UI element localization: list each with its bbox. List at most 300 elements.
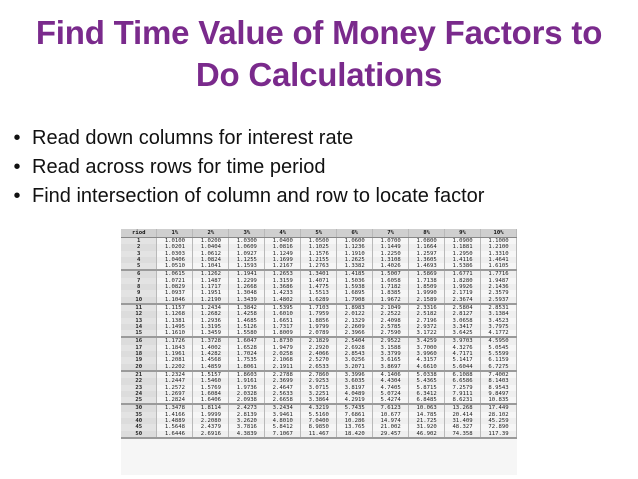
factor-cell: 2.1436 [481, 284, 517, 290]
factor-cell: 5.6044 [445, 364, 481, 371]
factor-cell: 1.8983 [337, 304, 373, 311]
factor-cell: 1.1726 [157, 337, 193, 344]
factor-cell: 1.1881 [445, 244, 481, 250]
factor-cell: 4.7171 [445, 351, 481, 357]
factor-cell: 1.1236 [337, 244, 373, 250]
factor-cell: 4.3219 [301, 404, 337, 411]
period-cell: 10 [121, 297, 157, 304]
factor-cell: 1.3382 [337, 263, 373, 270]
factor-cell: 1.0829 [157, 284, 193, 290]
factor-cell: 3.4259 [409, 337, 445, 344]
factor-cell: 7.9111 [445, 391, 481, 397]
factor-cell: 1.1268 [157, 311, 193, 317]
factor-cell: 1.4116 [445, 257, 481, 263]
factor-cell: 2.8531 [481, 304, 517, 311]
rate-column-header: 3% [229, 229, 265, 238]
factor-cell: 18.420 [337, 431, 373, 438]
factor-cell: 3.9960 [409, 351, 445, 357]
bullet-text: Find intersection of column and row to locate factor [32, 185, 485, 207]
factor-cell: 1.0937 [157, 290, 193, 296]
factor-cell: 5.0724 [373, 391, 409, 397]
period-cell: 3 [121, 251, 157, 257]
factor-cell: 1.1249 [265, 251, 301, 257]
factor-cell: 1.6010 [265, 311, 301, 317]
factor-cell: 1.2697 [157, 391, 193, 397]
factor-cell: 5.5160 [301, 412, 337, 418]
table-row [121, 318, 517, 324]
period-cell: 22 [121, 378, 157, 384]
factor-cell: 1.1717 [193, 284, 229, 290]
factor-cell: 2.1329 [337, 318, 373, 324]
factor-cell: 4.2919 [337, 397, 373, 404]
rate-column-header: 2% [193, 229, 229, 238]
factor-cell: 8.1403 [481, 378, 517, 384]
factor-cell: 3.7000 [409, 345, 445, 351]
factor-cell: 1.2155 [301, 257, 337, 263]
factor-cell: 1.5386 [445, 263, 481, 270]
factor-cell: 11.467 [301, 431, 337, 438]
factor-cell: 1.4568 [193, 357, 229, 363]
factor-cell: 1.7959 [301, 311, 337, 317]
factor-cell: 1.8603 [229, 371, 265, 378]
period-cell: 14 [121, 324, 157, 330]
factor-cell: 117.39 [481, 431, 517, 438]
factor-cell: 1.0800 [409, 238, 445, 245]
factor-cell: 1.2763 [301, 263, 337, 270]
bullet-glyph: • [13, 127, 21, 149]
factor-cell: 6.1088 [445, 371, 481, 378]
factor-cell: 2.2788 [265, 371, 301, 378]
factor-cell: 1.5007 [373, 270, 409, 277]
factor-cell: 1.2950 [445, 251, 481, 257]
factor-cell: 3.3996 [337, 371, 373, 378]
factor-cell: 1.1449 [373, 244, 409, 250]
factor-cell: 1.8280 [445, 278, 481, 284]
factor-cell: 2.9253 [301, 378, 337, 384]
factor-cell: 1.5036 [337, 278, 373, 284]
factor-cell: 1.9999 [193, 412, 229, 418]
rate-column-header: 8% [409, 229, 445, 238]
factor-cell: 4.8010 [265, 418, 301, 424]
factor-cell: 9.8497 [481, 391, 517, 397]
table-row [121, 304, 517, 311]
period-cell: 40 [121, 418, 157, 424]
factor-cell: 3.8697 [373, 364, 409, 371]
period-cell: 5 [121, 263, 157, 270]
factor-cell: 1.6771 [445, 270, 481, 277]
factor-cell: 1.2250 [373, 251, 409, 257]
factor-cell: 2.3579 [481, 290, 517, 296]
factor-cell: 74.358 [445, 431, 481, 438]
factor-cell: 1.1951 [193, 290, 229, 296]
factor-cell: 2.2609 [337, 324, 373, 330]
factor-cell: 1.2324 [157, 371, 193, 378]
period-cell: 45 [121, 424, 157, 430]
factor-cell: 1.1593 [229, 263, 265, 270]
factor-cell: 13.765 [337, 424, 373, 430]
factor-cell: 14.974 [373, 418, 409, 424]
factor-cell: 3.1588 [373, 345, 409, 351]
factor-cell: 2.1068 [265, 357, 301, 363]
period-cell: 18 [121, 351, 157, 357]
factor-cell: 5.4365 [409, 378, 445, 384]
factor-cell: 3.2620 [229, 418, 265, 424]
factor-cell: 48.327 [445, 424, 481, 430]
period-cell: 23 [121, 385, 157, 391]
factor-cell: 5.8412 [265, 424, 301, 430]
factor-cell: 1.5938 [337, 284, 373, 290]
factor-cell: 46.902 [409, 431, 445, 438]
factor-cell: 1.1664 [409, 244, 445, 250]
table-row [121, 311, 517, 317]
factor-cell: 21.725 [409, 418, 445, 424]
factor-cell: 3.9461 [265, 412, 301, 418]
factor-cell: 3.8197 [337, 385, 373, 391]
table-row [121, 270, 517, 277]
factor-cell: 3.2071 [337, 364, 373, 371]
factor-cell: 6.7275 [481, 364, 517, 371]
factor-cell: 72.890 [481, 424, 517, 430]
factor-table-header [121, 229, 517, 238]
slide-title-line-1: Find Time Value of Money Factors to [35, 14, 603, 51]
factor-cell: 1.4641 [481, 257, 517, 263]
factor-cell: 1.2434 [193, 304, 229, 311]
factor-cell: 2.6928 [337, 345, 373, 351]
factor-cell: 2.5937 [481, 297, 517, 304]
factor-cell: 1.0100 [157, 238, 193, 245]
factor-cell: 7.2579 [445, 385, 481, 391]
factor-cell: 7.6123 [373, 404, 409, 411]
bullet-text: Read down columns for interest rate [32, 127, 354, 149]
factor-cell: 3.0715 [301, 385, 337, 391]
period-cell: 7 [121, 278, 157, 284]
factor-cell: 1.9487 [481, 278, 517, 284]
rate-column-header: 5% [301, 229, 337, 238]
table-row [121, 357, 517, 363]
factor-cell: 20.414 [445, 412, 481, 418]
factor-cell: 1.0510 [157, 263, 193, 270]
factor-cell: 28.102 [481, 412, 517, 418]
factor-cell: 5.8715 [409, 385, 445, 391]
factor-cell: 1.6289 [301, 297, 337, 304]
factor-cell: 13.268 [445, 404, 481, 411]
factor-cell: 1.2625 [337, 257, 373, 263]
factor-cell: 1.0615 [157, 270, 193, 277]
factor-cell: 1.2653 [265, 270, 301, 277]
factor-cell: 2.1049 [373, 304, 409, 311]
factor-cell: 2.1719 [445, 290, 481, 296]
period-cell: 15 [121, 330, 157, 337]
factor-cell: 5.5599 [481, 351, 517, 357]
factor-table-body [121, 238, 517, 438]
factor-cell: 2.7860 [301, 371, 337, 378]
factor-cell: 3.6425 [445, 330, 481, 337]
factor-cell: 1.1495 [157, 324, 193, 330]
factor-cell: 2.3674 [445, 297, 481, 304]
factor-cell: 1.8385 [373, 290, 409, 296]
factor-cell: 1.7182 [373, 284, 409, 290]
factor-cell: 1.4026 [373, 263, 409, 270]
factor-cell: 1.3195 [193, 324, 229, 330]
bullet-item [10, 153, 630, 182]
factor-cell: 1.8730 [265, 337, 301, 344]
factor-cell: 1.5513 [301, 290, 337, 296]
factor-cell: 1.2572 [157, 385, 193, 391]
factor-cell: 1.1000 [481, 238, 517, 245]
factor-cell: 1.9672 [373, 297, 409, 304]
bullet-list [10, 124, 630, 211]
factor-cell: 1.1041 [193, 263, 229, 270]
factor-cell: 1.7138 [409, 278, 445, 284]
table-row [121, 397, 517, 404]
factor-cell: 14.785 [409, 412, 445, 418]
factor-cell: 1.4258 [229, 311, 265, 317]
slide-title [0, 12, 638, 96]
factor-cell: 1.6105 [481, 263, 517, 270]
factor-cell: 1.4859 [193, 364, 229, 371]
table-row [121, 371, 517, 378]
factor-cell: 4.3157 [409, 357, 445, 363]
factor-cell: 29.457 [373, 431, 409, 438]
factor-cell: 1.6047 [229, 337, 265, 344]
period-cell: 17 [121, 345, 157, 351]
factor-cell: 1.3605 [409, 257, 445, 263]
factor-cell: 1.0721 [157, 278, 193, 284]
factor-table-image [121, 229, 517, 475]
factor-cell: 1.7535 [229, 357, 265, 363]
factor-cell: 31.409 [445, 418, 481, 424]
factor-cell: 10.677 [373, 412, 409, 418]
table-row [121, 404, 517, 411]
table-row [121, 263, 517, 270]
factor-cell: 3.0658 [445, 318, 481, 324]
factor-cell: 4.1772 [481, 330, 517, 337]
factor-cell: 1.1157 [157, 304, 193, 311]
factor-cell: 1.0612 [193, 251, 229, 257]
factor-cell: 1.0824 [193, 257, 229, 263]
period-cell: 2 [121, 244, 157, 250]
table-row [121, 330, 517, 337]
factor-cell: 8.6231 [445, 397, 481, 404]
period-cell: 9 [121, 290, 157, 296]
slide-title-line-2: Do Calculations [195, 56, 443, 93]
period-column-header: riod [121, 229, 157, 238]
factor-cell: 7.4002 [481, 371, 517, 378]
factor-cell: 1.5769 [193, 385, 229, 391]
factor-cell: 2.4273 [229, 404, 265, 411]
factor-cell: 2.1911 [265, 364, 301, 371]
bullet-glyph: • [13, 185, 21, 207]
factor-cell: 1.0927 [229, 251, 265, 257]
factor-cell: 2.6916 [193, 431, 229, 438]
factor-cell: 1.0600 [337, 238, 373, 245]
factor-cell: 1.1255 [229, 257, 265, 263]
factor-cell: 4.1406 [373, 371, 409, 378]
factor-cell: 4.7405 [373, 385, 409, 391]
factor-cell: 2.5270 [301, 357, 337, 363]
factor-cell: 5.1417 [445, 357, 481, 363]
factor-cell: 2.9522 [373, 337, 409, 344]
factor-cell: 1.4071 [301, 278, 337, 284]
factor-cell: 1.8856 [301, 318, 337, 324]
factor-cell: 3.6035 [337, 378, 373, 384]
factor-cell: 1.2668 [229, 284, 265, 290]
factor-cell: 2.5804 [445, 304, 481, 311]
factor-cell: 1.1843 [157, 345, 193, 351]
factor-cell: 1.1610 [157, 330, 193, 337]
factor-cell: 1.5869 [409, 270, 445, 277]
factor-cell: 2.7196 [409, 318, 445, 324]
factor-cell: 1.1262 [193, 270, 229, 277]
factor-cell: 1.4282 [193, 351, 229, 357]
factor-cell: 1.0900 [445, 238, 481, 245]
factor-cell: 1.2447 [157, 378, 193, 384]
rate-column-header: 10% [481, 229, 517, 238]
rate-column-header: 9% [445, 229, 481, 238]
factor-cell: 3.3864 [301, 397, 337, 404]
factor-cell: 8.9543 [481, 385, 517, 391]
factor-cell: 3.7816 [229, 424, 265, 430]
factor-cell: 1.7103 [301, 304, 337, 311]
factor-cell: 1.4775 [301, 284, 337, 290]
factor-cell: 1.5126 [229, 324, 265, 330]
factor-cell: 1.1025 [301, 244, 337, 250]
factor-cell: 1.1941 [229, 270, 265, 277]
factor-cell: 10.835 [481, 397, 517, 404]
factor-cell: 5.0545 [481, 345, 517, 351]
factor-cell: 6.3412 [409, 391, 445, 397]
rate-column-header: 4% [265, 229, 301, 238]
period-cell: 12 [121, 311, 157, 317]
factor-cell: 1.1910 [337, 251, 373, 257]
factor-cell: 2.0122 [337, 311, 373, 317]
factor-cell: 1.2682 [193, 311, 229, 317]
factor-cell: 1.8509 [409, 284, 445, 290]
factor-cell: 1.0816 [265, 244, 301, 250]
factor-cell: 1.2299 [229, 278, 265, 284]
factor-cell: 2.8139 [229, 412, 265, 418]
factor-cell: 1.3108 [373, 257, 409, 263]
factor-cell: 21.002 [373, 424, 409, 430]
factor-cell: 2.8543 [337, 351, 373, 357]
factor-cell: 7.6861 [337, 412, 373, 418]
table-row [121, 431, 517, 438]
factor-cell: 1.5580 [229, 330, 265, 337]
factor-cell: 1.9736 [229, 385, 265, 391]
period-cell: 35 [121, 412, 157, 418]
factor-cell: 1.6895 [337, 290, 373, 296]
factor-cell: 4.6610 [409, 364, 445, 371]
period-cell: 8 [121, 284, 157, 290]
period-cell: 30 [121, 404, 157, 411]
factor-cell: 1.8009 [265, 330, 301, 337]
factor-cell: 2.5633 [265, 391, 301, 397]
factor-cell: 1.1961 [157, 351, 193, 357]
factor-cell: 7.1067 [265, 431, 301, 438]
factor-cell: 3.1384 [481, 311, 517, 317]
factor-cell: 2.1589 [409, 297, 445, 304]
factor-cell: 3.3417 [445, 324, 481, 330]
factor-cell: 1.5648 [157, 424, 193, 430]
factor-cell: 45.259 [481, 418, 517, 424]
bullet-item [10, 182, 630, 211]
factor-cell: 3.1722 [409, 330, 445, 337]
factor-cell: 1.8061 [229, 364, 265, 371]
factor-cell: 1.4693 [409, 263, 445, 270]
factor-cell: 1.9479 [265, 345, 301, 351]
factor-cell: 1.6406 [193, 397, 229, 404]
factor-cell: 2.4066 [301, 351, 337, 357]
factor-cell: 3.9703 [445, 337, 481, 344]
factor-cell: 17.449 [481, 404, 517, 411]
factor-cell: 10.063 [409, 404, 445, 411]
factor-cell: 2.0938 [229, 397, 265, 404]
table-row [121, 424, 517, 430]
factor-table [121, 229, 517, 439]
factor-cell: 1.4185 [337, 270, 373, 277]
table-row [121, 238, 517, 245]
factor-cell: 1.0609 [229, 244, 265, 250]
factor-cell: 2.7590 [373, 330, 409, 337]
factor-cell: 1.0406 [157, 257, 193, 263]
factor-cell: 2.5785 [373, 324, 409, 330]
factor-cell: 3.4523 [481, 318, 517, 324]
factor-cell: 1.0200 [193, 238, 229, 245]
factor-cell: 2.5404 [337, 337, 373, 344]
factor-cell: 1.0404 [193, 244, 229, 250]
factor-cell: 1.0700 [373, 238, 409, 245]
factor-cell: 4.3839 [229, 431, 265, 438]
factor-cell: 1.2936 [193, 318, 229, 324]
factor-cell: 2.2522 [373, 311, 409, 317]
factor-cell: 1.3048 [229, 290, 265, 296]
period-cell: 11 [121, 304, 157, 311]
bullet-glyph: • [13, 156, 21, 178]
factor-cell: 2.0328 [229, 391, 265, 397]
bullet-item [10, 124, 630, 153]
period-cell: 6 [121, 270, 157, 277]
table-row [121, 378, 517, 384]
bullet-text: Read across rows for time period [32, 156, 326, 178]
factor-cell: 3.3799 [373, 351, 409, 357]
factor-cell: 1.6651 [265, 318, 301, 324]
factor-cell: 1.3478 [157, 404, 193, 411]
period-cell: 25 [121, 397, 157, 404]
factor-cell: 1.5460 [193, 378, 229, 384]
factor-cell: 1.4166 [157, 412, 193, 418]
rate-column-header: 7% [373, 229, 409, 238]
factor-cell: 2.2080 [193, 418, 229, 424]
table-row [121, 244, 517, 250]
table-row [121, 364, 517, 371]
factor-cell: 31.920 [409, 424, 445, 430]
factor-cell: 5.4274 [373, 397, 409, 404]
factor-cell: 1.1487 [193, 278, 229, 284]
factor-cell: 1.0500 [301, 238, 337, 245]
factor-cell: 1.3728 [193, 337, 229, 344]
factor-cell: 1.1381 [157, 318, 193, 324]
factor-cell: 1.2202 [157, 364, 193, 371]
factor-cell: 2.1829 [301, 337, 337, 344]
factor-cell: 3.7975 [481, 324, 517, 330]
factor-cell: 1.4233 [265, 290, 301, 296]
factor-cell: 3.0256 [337, 357, 373, 363]
factor-cell: 4.5950 [481, 337, 517, 344]
factor-cell: 1.3842 [229, 304, 265, 311]
period-cell: 19 [121, 357, 157, 363]
rate-column-header: 6% [337, 229, 373, 238]
period-cell: 4 [121, 257, 157, 263]
